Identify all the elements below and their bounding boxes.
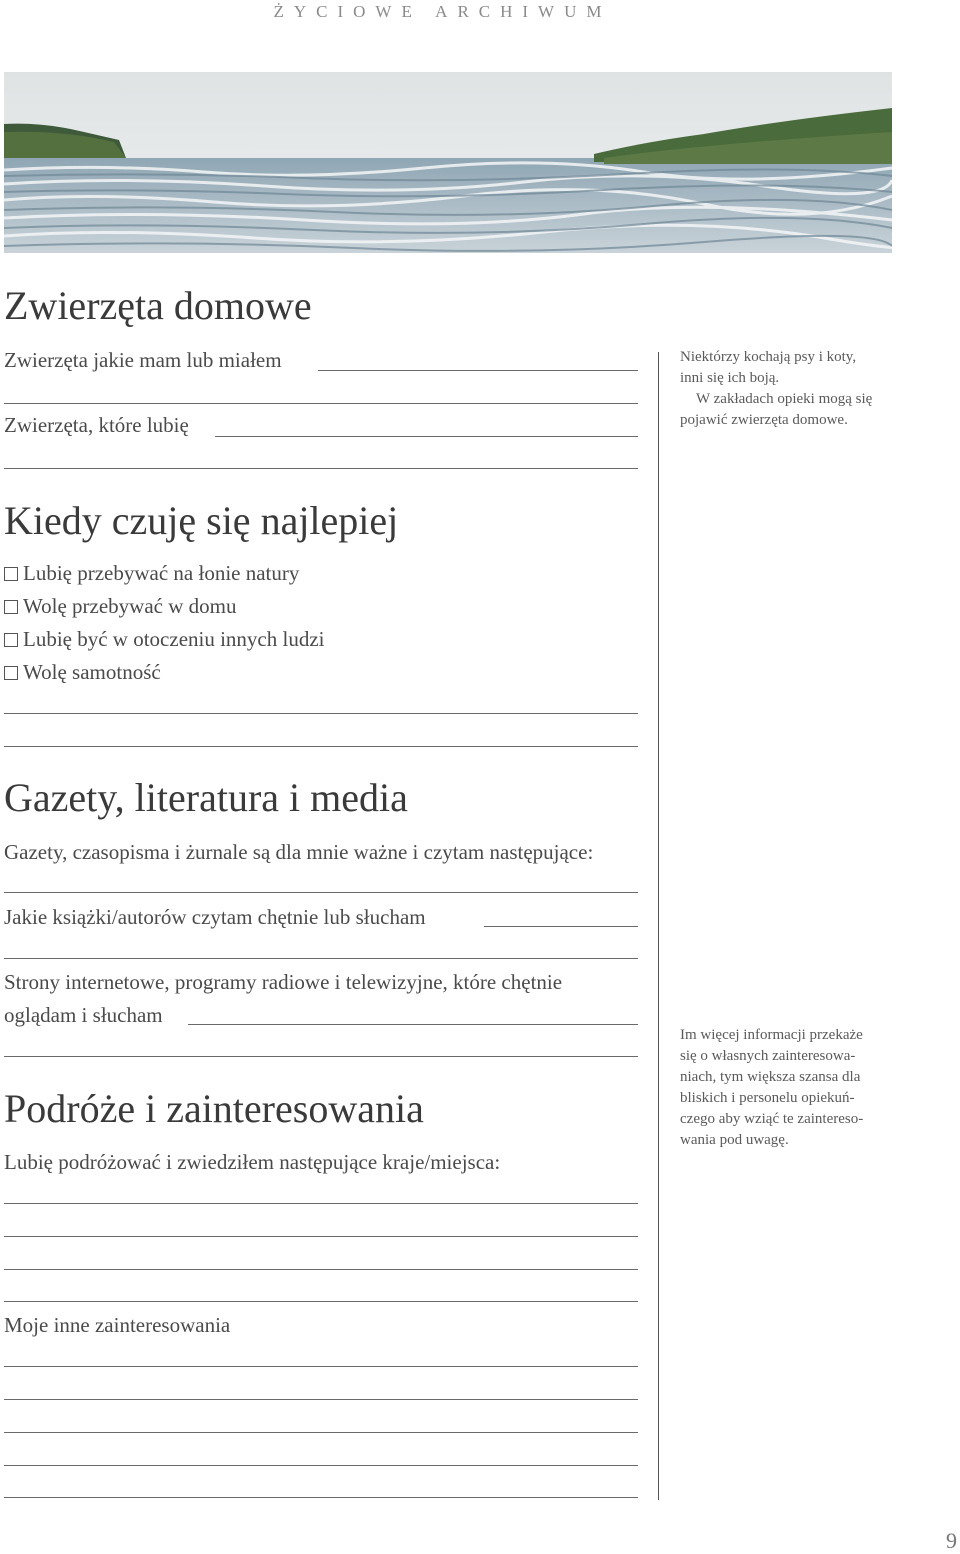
checkbox-icon[interactable] bbox=[4, 567, 18, 581]
answer-line[interactable] bbox=[4, 1465, 638, 1466]
note-line: bliskich i personelu opiekuń- bbox=[680, 1090, 855, 1106]
pets-side-note bbox=[680, 347, 872, 431]
note-line: Niektórzy kochają psy i koty, bbox=[680, 349, 857, 365]
checkbox-option[interactable] bbox=[4, 561, 299, 586]
media-question-3-line-2: oglądam i słucham bbox=[4, 1003, 163, 1027]
media-question-1: Gazety, czasopisma i żurnale są dla mnie ważne i czytam następujące: bbox=[4, 840, 594, 864]
checkbox-icon[interactable] bbox=[4, 633, 18, 647]
answer-line[interactable] bbox=[4, 958, 638, 959]
answer-line[interactable] bbox=[484, 926, 638, 927]
checkbox-label: Lubię być w otoczeniu innych ludzi bbox=[23, 627, 325, 651]
checkbox-option[interactable] bbox=[4, 594, 237, 619]
answer-line[interactable] bbox=[4, 713, 638, 714]
answer-line[interactable] bbox=[4, 1432, 638, 1433]
checkbox-icon[interactable] bbox=[4, 666, 18, 680]
answer-line[interactable] bbox=[4, 1301, 638, 1302]
answer-line[interactable] bbox=[4, 1236, 638, 1237]
page-number: 9 bbox=[946, 1528, 957, 1553]
note-line: się o własnych zainteresowa- bbox=[680, 1048, 856, 1064]
pets-question-2: Zwierzęta, które lubię bbox=[4, 413, 189, 437]
checkbox-label: Lubię przebywać na łonie natury bbox=[23, 561, 300, 585]
checkbox-option[interactable] bbox=[4, 660, 161, 685]
answer-line[interactable] bbox=[4, 403, 638, 404]
answer-line[interactable] bbox=[4, 1366, 638, 1367]
note-line: pojawić zwierzęta domowe. bbox=[680, 412, 848, 428]
checkbox-option[interactable] bbox=[4, 627, 325, 652]
answer-line[interactable] bbox=[4, 746, 638, 747]
checkbox-icon[interactable] bbox=[4, 600, 18, 614]
answer-line[interactable] bbox=[4, 1203, 638, 1204]
checkbox-label: Wolę samotność bbox=[23, 660, 161, 684]
section-title-travel: Podróże i zainteresowania bbox=[4, 1086, 424, 1131]
answer-line[interactable] bbox=[4, 468, 638, 469]
travel-question-1: Lubię podróżować i zwiedziłem następujące kraje/miejsca: bbox=[4, 1150, 501, 1174]
note-line: wania pod uwagę. bbox=[680, 1132, 789, 1148]
answer-line[interactable] bbox=[215, 436, 638, 437]
answer-line[interactable] bbox=[4, 1269, 638, 1270]
answer-line[interactable] bbox=[4, 892, 638, 893]
pets-question-1: Zwierzęta jakie mam lub miałem bbox=[4, 348, 282, 372]
note-line: niach, tym większa szansa dla bbox=[680, 1069, 861, 1085]
media-question-3-line-1: Strony internetowe, programy radiowe i telewizyjne, które chętnie bbox=[4, 970, 563, 994]
answer-line[interactable] bbox=[4, 1399, 638, 1400]
section-title-media: Gazety, literatura i media bbox=[4, 775, 408, 820]
media-question-2: Jakie książki/autorów czytam chętnie lub słucham bbox=[4, 905, 426, 929]
sea-photo bbox=[4, 72, 892, 253]
answer-line[interactable] bbox=[318, 370, 638, 371]
answer-line[interactable] bbox=[4, 1497, 638, 1498]
note-line: inni się ich boją. bbox=[680, 370, 780, 386]
running-header: ŻYCIOWE ARCHIWUM bbox=[273, 2, 612, 21]
margin-divider bbox=[658, 352, 659, 1500]
section-title-feel: Kiedy czuję się najlepiej bbox=[4, 498, 399, 543]
answer-line[interactable] bbox=[4, 1056, 638, 1057]
travel-question-2: Moje inne zainteresowania bbox=[4, 1313, 231, 1337]
answer-line[interactable] bbox=[188, 1024, 638, 1025]
travel-side-note bbox=[680, 1025, 863, 1151]
section-title-pets: Zwierzęta domowe bbox=[4, 283, 312, 328]
checkbox-label: Wolę przebywać w domu bbox=[23, 594, 237, 618]
note-line: czego aby wziąć te zaintereso- bbox=[680, 1111, 864, 1127]
note-line: W zakładach opieki mogą się bbox=[696, 391, 873, 407]
note-line: Im więcej informacji przekaże bbox=[680, 1027, 863, 1043]
